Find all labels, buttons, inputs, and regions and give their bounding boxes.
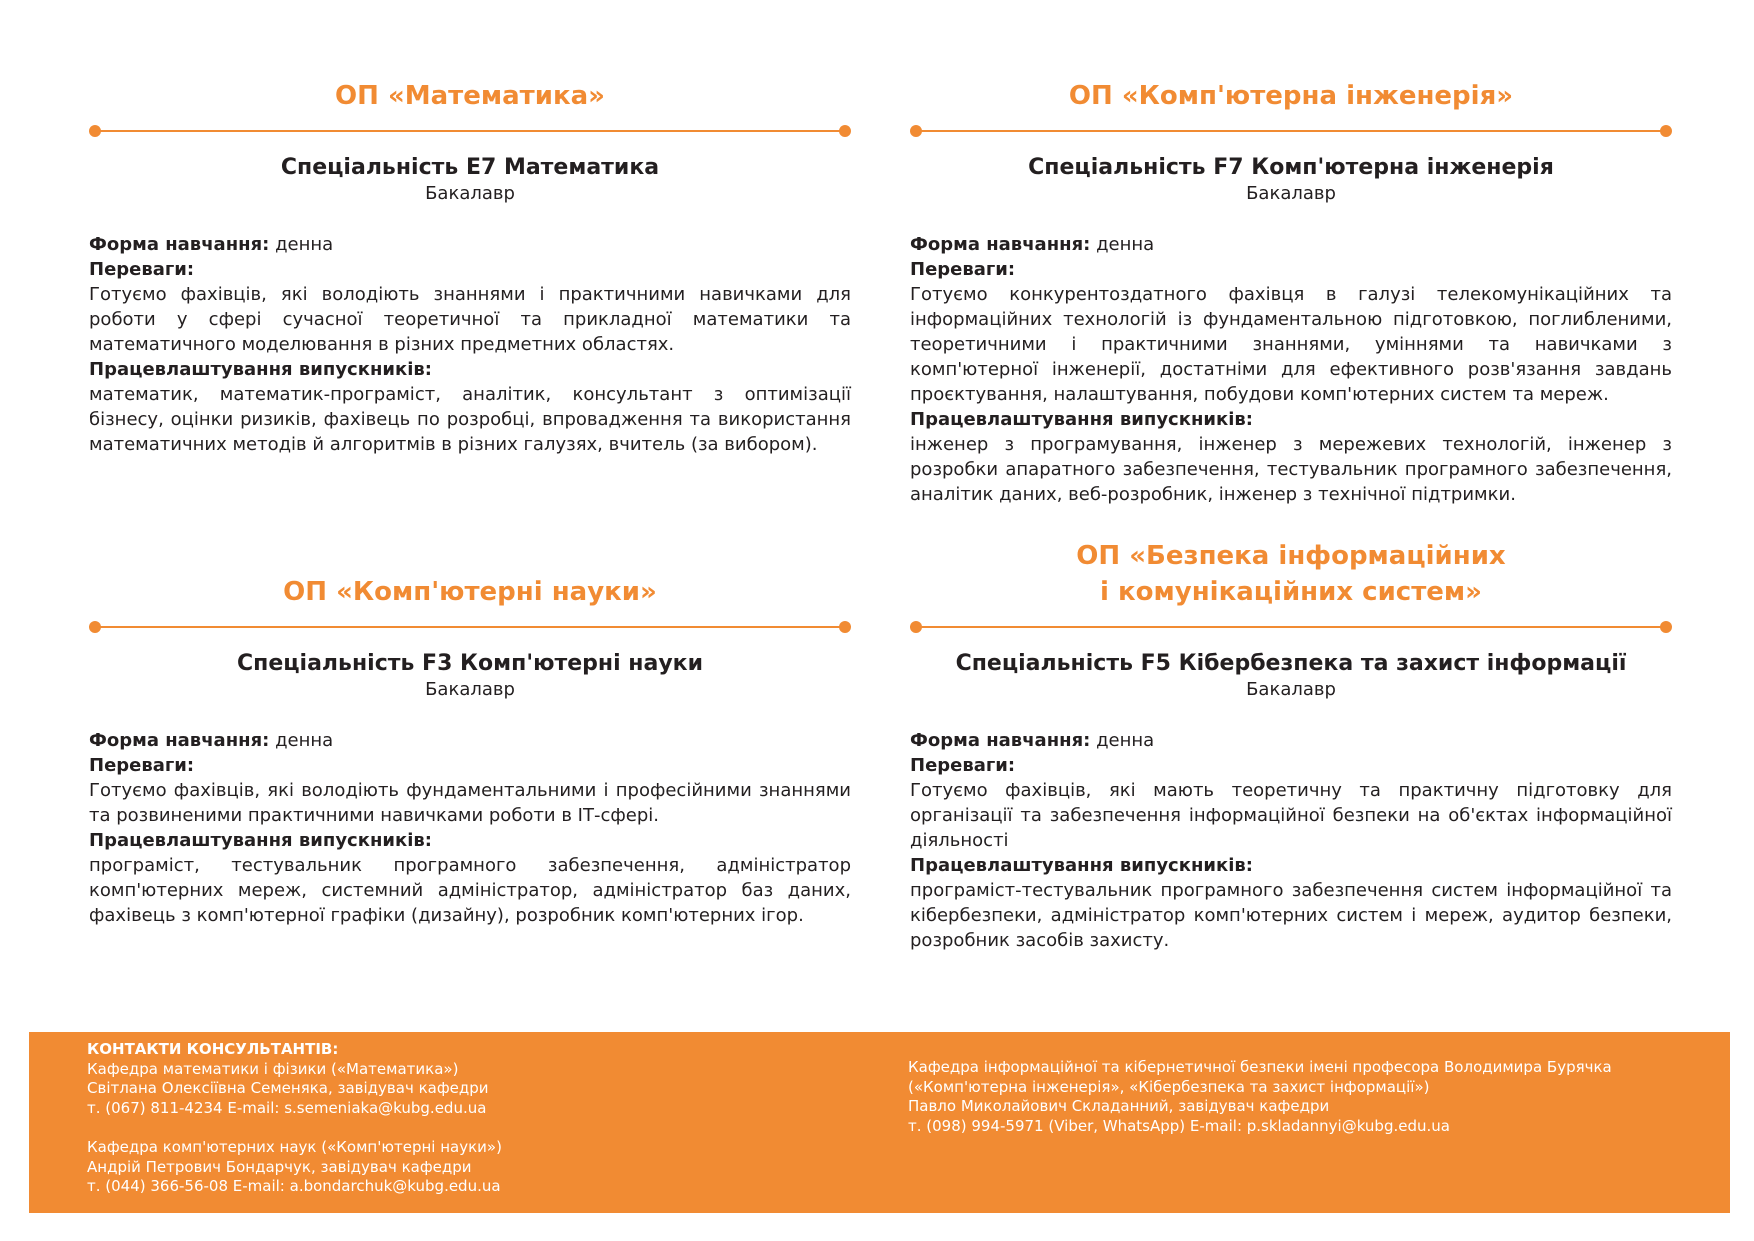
contacts-left-column bbox=[87, 1040, 847, 1197]
program-block-computer-engineering bbox=[910, 78, 1672, 507]
degree-label: Бакалавр bbox=[425, 679, 515, 700]
advantages-label: Переваги: bbox=[910, 755, 1016, 776]
program-body bbox=[89, 232, 851, 457]
employment-text: програміст-тестувальник програмного забезпечення систем інформаційної та кібербезпеки, адміністратор комп'ютерних систем і мереж, аудитор безпеки, розробник засобів захисту. bbox=[910, 880, 1672, 951]
program-title-line-1: ОП «Безпека інформаційних bbox=[1076, 541, 1506, 571]
form-row bbox=[89, 232, 851, 257]
form-label: Форма навчання: bbox=[89, 234, 270, 255]
program-body bbox=[89, 728, 851, 928]
contact-details[interactable]: т. (098) 994-5971 (Viber, WhatsApp) E-mail: p.skladannyi@kubg.edu.ua bbox=[908, 1116, 1450, 1135]
form-label: Форма навчання: bbox=[910, 730, 1091, 751]
contacts-right-column bbox=[908, 1058, 1688, 1136]
divider-dot-right bbox=[839, 621, 851, 633]
divider-dot-right bbox=[1660, 125, 1672, 137]
program-title: ОП «Комп'ютерна інженерія» bbox=[1068, 81, 1514, 111]
employment-text: математик, математик-програміст, аналітик, консультант з оптимізації бізнесу, оцінки ризиків, фахівець по розробці, впровадження та використання математичних методів й алгоритмів в різних галузях, вчитель (за вибором). bbox=[89, 384, 851, 455]
degree-label: Бакалавр bbox=[1246, 183, 1336, 204]
department-cybersecurity: Кафедра інформаційної та кібернетичної безпеки імені професора Володимира Бурячка bbox=[908, 1058, 1612, 1076]
contact-person: Світлана Олексіївна Семеняка, завідувач кафедри bbox=[87, 1079, 489, 1097]
form-value: денна bbox=[1096, 234, 1155, 255]
form-value: денна bbox=[275, 730, 334, 751]
employment-label: Працевлаштування випускників: bbox=[89, 830, 432, 851]
advantages-text: Готуємо фахівців, які володіють фундаментальними і професійними знаннями та розвиненими практичними навичками роботи в ІТ-сфері. bbox=[89, 780, 851, 826]
employment-text: програміст, тестувальник програмного забезпечення, адміністратор комп'ютерних мереж, системний адміністратор, адміністратор баз даних, фахівець з комп'ютерної графіки (дизайну), розробник комп'ютерних ігор. bbox=[89, 855, 851, 926]
degree-label: Бакалавр bbox=[1246, 679, 1336, 700]
employment-label: Працевлаштування випускників: bbox=[910, 409, 1253, 430]
spacer bbox=[87, 1118, 847, 1138]
contacts-footer bbox=[29, 1032, 1730, 1213]
advantages-label: Переваги: bbox=[89, 755, 195, 776]
program-block-computer-science bbox=[89, 574, 851, 928]
form-row bbox=[910, 728, 1672, 753]
advantages-label: Переваги: bbox=[89, 259, 195, 280]
employment-label: Працевлаштування випускників: bbox=[89, 359, 432, 380]
form-value: денна bbox=[1096, 730, 1155, 751]
contact-details[interactable]: т. (044) 366-56-08 E-mail: a.bondarchuk@kubg.edu.ua bbox=[87, 1177, 501, 1195]
divider-dot-right bbox=[1660, 621, 1672, 633]
divider-line bbox=[916, 130, 1666, 132]
program-title: ОП «Комп'ютерні науки» bbox=[283, 577, 657, 607]
program-title: ОП «Математика» bbox=[335, 81, 605, 111]
department-programs: («Комп'ютерна інженерія», «Кібербезпека та захист інформації») bbox=[908, 1077, 1430, 1096]
program-body bbox=[910, 728, 1672, 953]
title-divider bbox=[910, 124, 1672, 138]
contact-details[interactable]: т. (067) 811-4234 E-mail: s.semeniaka@kubg.edu.ua bbox=[87, 1098, 487, 1117]
specialty-title: Спеціальність F3 Комп'ютерні науки bbox=[236, 651, 704, 676]
title-divider bbox=[89, 620, 851, 634]
divider-dot-right bbox=[839, 125, 851, 137]
divider-line bbox=[916, 626, 1666, 628]
divider-line bbox=[95, 130, 845, 132]
form-row bbox=[89, 728, 851, 753]
program-title-line-2: і комунікаційних систем» bbox=[1100, 577, 1482, 607]
title-divider bbox=[89, 124, 851, 138]
advantages-label: Переваги: bbox=[910, 259, 1016, 280]
form-row bbox=[910, 232, 1672, 257]
program-title bbox=[910, 538, 1672, 610]
contacts-heading: КОНТАКТИ КОНСУЛЬТАНТІВ: bbox=[87, 1040, 339, 1058]
contact-person: Андрій Петрович Бондарчук, завідувач кафедри bbox=[87, 1157, 472, 1176]
employment-text: інженер з програмування, інженер з мережевих технологій, інженер з розробки апаратного забезпечення, тестувальник програмного забезпечення, аналітик даних, веб-розробник, інженер з технічної підтримки. bbox=[910, 434, 1672, 505]
specialty-title: Спеціальність Е7 Математика bbox=[280, 155, 660, 180]
advantages-text: Готуємо фахівців, які володіють знаннями і практичними навичками для роботи у сфері сучасної теоретичної та прикладної математики та математичного моделювання в різних предметних областях. bbox=[89, 284, 851, 355]
specialty-title: Спеціальність F5 Кібербезпека та захист інформації bbox=[955, 651, 1627, 676]
form-value: денна bbox=[275, 234, 334, 255]
program-body bbox=[910, 232, 1672, 507]
department-math-physics: Кафедра математики і фізики («Математика») bbox=[87, 1059, 459, 1078]
degree-label: Бакалавр bbox=[425, 183, 515, 204]
form-label: Форма навчання: bbox=[910, 234, 1091, 255]
program-block-cybersecurity bbox=[910, 541, 1672, 953]
advantages-text: Готуємо конкурентоздатного фахівця в галузі телекомунікаційних та інформаційних технологій із фундаментальною підготовкою, поглибленими, теоретичними і практичними знаннями, уміннями та навичками з комп'ютерної інженерії, достатніми для ефективного розв'язання завдань проєктування, налаштування, побудови комп'ютерних систем та мереж. bbox=[910, 284, 1672, 405]
advantages-text: Готуємо фахівців, які мають теоретичну та практичну підготовку для організації та забезпечення інформаційної безпеки на об'єктах інформаційної діяльності bbox=[910, 780, 1672, 851]
department-computer-science: Кафедра комп'ютерних наук («Комп'ютерні науки») bbox=[87, 1138, 502, 1156]
employment-label: Працевлаштування випускників: bbox=[910, 855, 1253, 876]
specialty-title: Спеціальність F7 Комп'ютерна інженерія bbox=[1028, 155, 1554, 180]
contact-person: Павло Миколайович Складанний, завідувач кафедри bbox=[908, 1097, 1330, 1115]
title-divider bbox=[910, 620, 1672, 634]
divider-line bbox=[95, 626, 845, 628]
form-label: Форма навчання: bbox=[89, 730, 270, 751]
program-block-mathematics bbox=[89, 78, 851, 457]
